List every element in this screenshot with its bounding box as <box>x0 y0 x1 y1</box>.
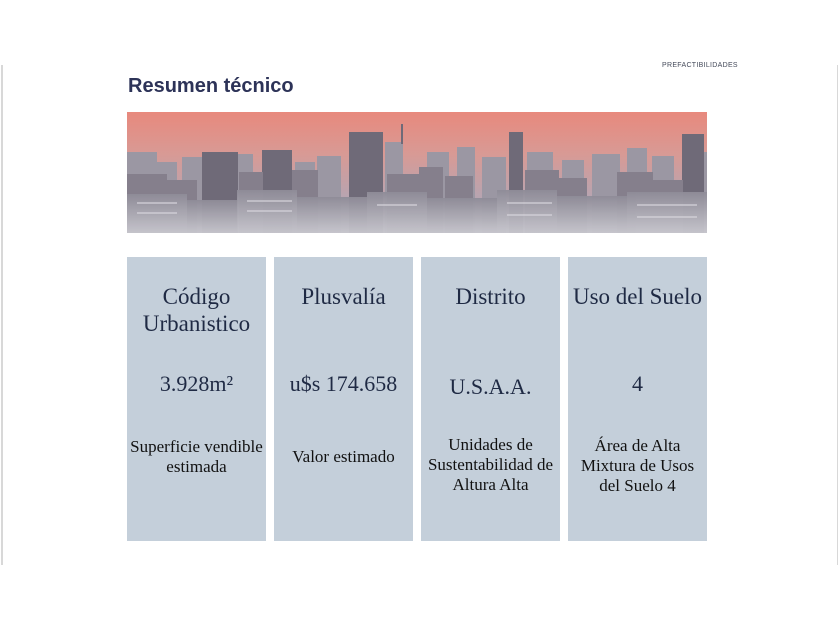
card-description: Valor estimado <box>292 447 395 466</box>
card-plusvalia <box>274 257 413 541</box>
card-description: Unidades de Sustentabilidad de Altura Alta <box>427 435 554 494</box>
brand-label: PREFACTIBILIDADES <box>662 62 738 69</box>
card-description: Área de Alta Mixtura de Usos del Suelo 4 <box>580 436 695 495</box>
card-value: 3.928m² <box>159 371 234 396</box>
card-heading: Plusvalía <box>301 284 386 309</box>
card-codigo-urbanistico <box>127 257 266 541</box>
card-uso-del-suelo <box>568 257 707 541</box>
card-value: U.S.A.A. <box>449 374 532 399</box>
card-distrito <box>421 257 560 541</box>
card-heading: Uso del Suelo <box>572 284 703 309</box>
city-skyline-image <box>127 112 707 233</box>
card-heading: Distrito <box>455 284 526 309</box>
page-title: Resumen técnico <box>128 75 294 97</box>
card-value: 4 <box>632 371 643 396</box>
city-skyline-illustration <box>127 112 707 233</box>
card-heading: Código Urbanistico <box>142 284 251 336</box>
card-value: u$s 174.658 <box>289 371 398 396</box>
card-description: Superficie vendible estimada <box>130 437 263 476</box>
